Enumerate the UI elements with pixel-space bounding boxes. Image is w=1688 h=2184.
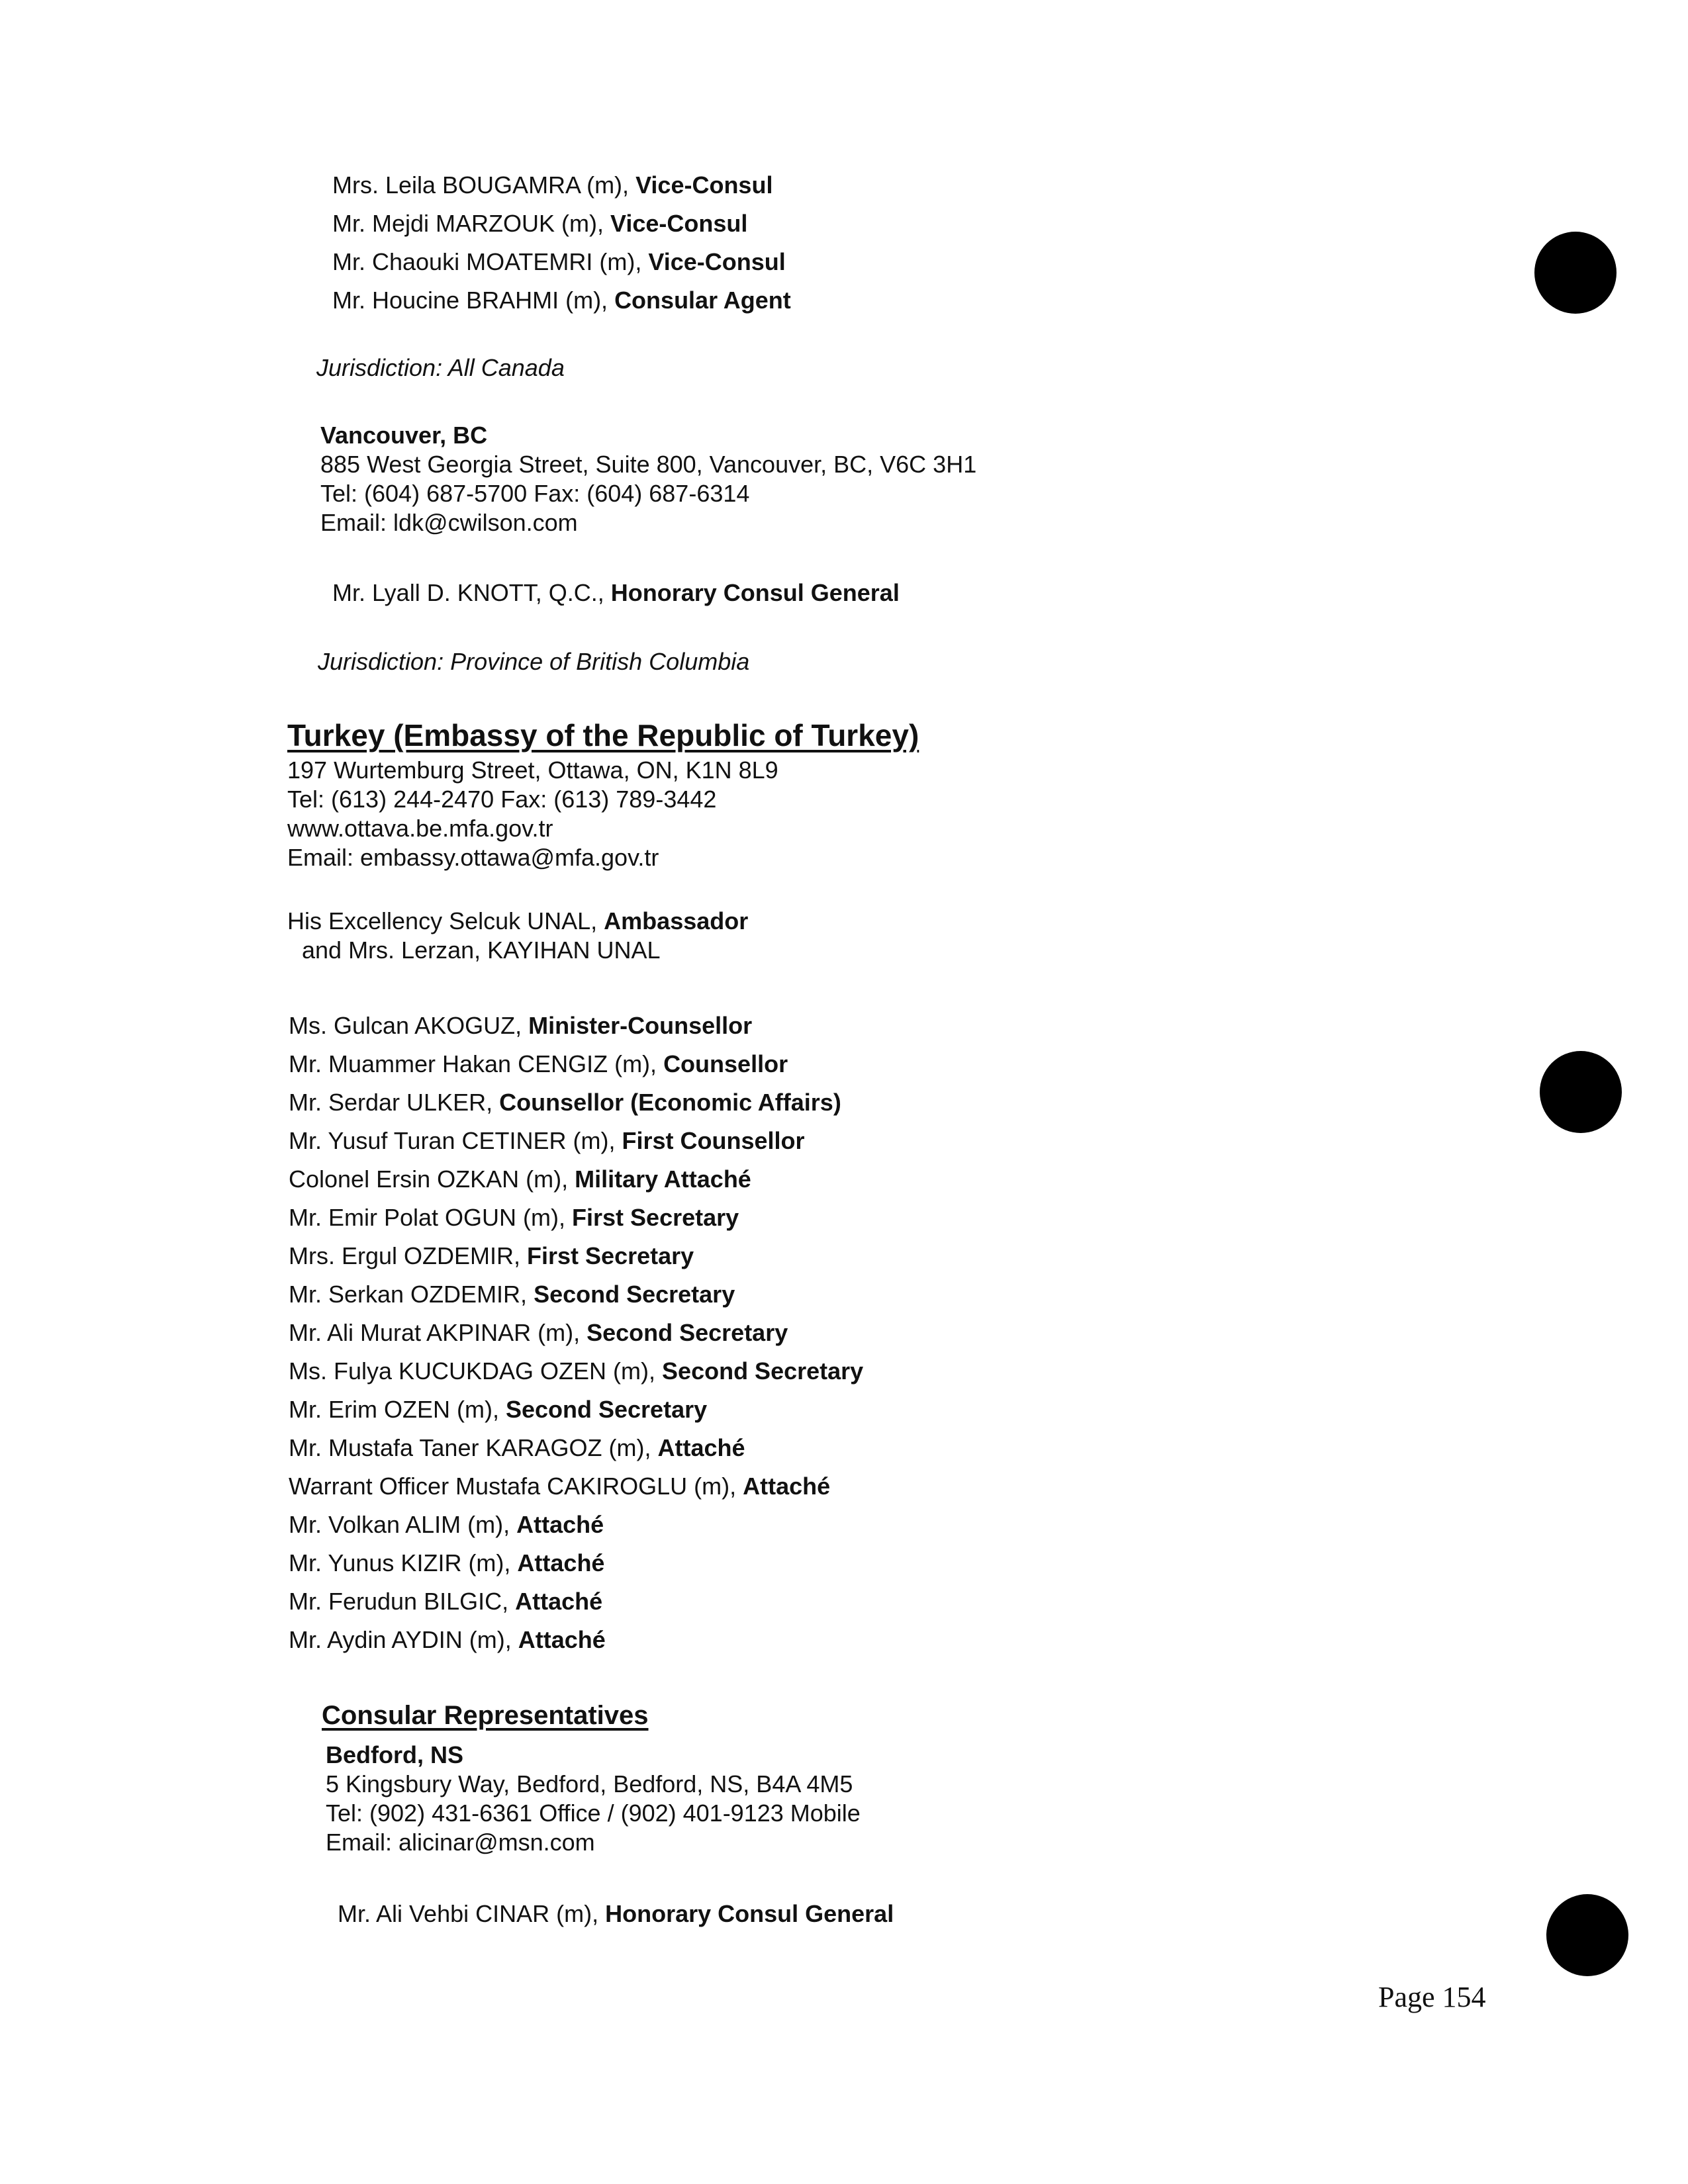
- staff-name: Mrs. Leila BOUGAMRA (m),: [332, 171, 636, 199]
- staff-title: Military Attaché: [575, 1165, 751, 1193]
- staff-line: [289, 1549, 604, 1578]
- turkey-tel: Tel: (613) 244-2470 Fax: (613) 789-3442: [287, 786, 717, 813]
- consular-person: [338, 1899, 894, 1929]
- staff-line: [332, 286, 791, 315]
- staff-line: [289, 1126, 805, 1156]
- staff-name: Mr. Yusuf Turan CETINER (m),: [289, 1127, 622, 1154]
- turkey-web: www.ottava.be.mfa.gov.tr: [287, 815, 553, 842]
- punch-hole: [1540, 1051, 1622, 1133]
- staff-line: [289, 1165, 751, 1194]
- staff-name: Ms. Gulcan AKOGUZ,: [289, 1012, 529, 1039]
- consular-heading: Consular Representatives: [322, 1701, 649, 1730]
- staff-title: Vice-Consul: [648, 248, 786, 275]
- staff-line: [289, 1587, 602, 1616]
- staff-title: Minister-Counsellor: [528, 1012, 753, 1039]
- staff-name: Mr. Volkan ALIM (m),: [289, 1511, 517, 1538]
- consular-address: 5 Kingsbury Way, Bedford, Bedford, NS, B4A 4M5: [326, 1770, 853, 1797]
- page-number: Page 154: [1378, 1981, 1486, 2013]
- turkey-ambassador: [287, 907, 748, 936]
- staff-line: [332, 209, 747, 238]
- vancouver-person: [332, 578, 900, 608]
- punch-hole: [1534, 232, 1617, 314]
- staff-line: [332, 248, 786, 277]
- staff-line: [289, 1472, 830, 1501]
- staff-title: Counsellor (Economic Affairs): [499, 1089, 841, 1116]
- staff-name: Mr. Chaouki MOATEMRI (m),: [332, 248, 649, 275]
- staff-title: Consular Agent: [614, 287, 791, 314]
- staff-line: [289, 1395, 707, 1424]
- staff-line: [289, 1203, 739, 1232]
- staff-title: Attaché: [516, 1511, 604, 1538]
- staff-name: Mr. Serdar ULKER,: [289, 1089, 500, 1116]
- ambassador-title: Ambassador: [604, 907, 749, 934]
- staff-line: [289, 1088, 841, 1117]
- vancouver-address: 885 West Georgia Street, Suite 800, Vancouver, BC, V6C 3H1: [320, 451, 977, 478]
- consular-tel: Tel: (902) 431-6361 Office / (902) 401-9123 Mobile: [326, 1799, 861, 1827]
- staff-name: Mr. Serkan OZDEMIR,: [289, 1281, 534, 1308]
- turkey-address: 197 Wurtemburg Street, Ottawa, ON, K1N 8L9: [287, 756, 778, 784]
- staff-name: Mr. Aydin AYDIN (m),: [289, 1626, 518, 1653]
- staff-name: Mr. Yunus KIZIR (m),: [289, 1549, 518, 1576]
- staff-title: Attaché: [657, 1434, 745, 1461]
- vancouver-city: Vancouver, BC: [320, 422, 488, 449]
- consular-email: Email: alicinar@msn.com: [326, 1829, 595, 1856]
- staff-line: [289, 1242, 694, 1271]
- staff-line: [289, 1318, 788, 1347]
- punch-hole: [1546, 1894, 1628, 1976]
- staff-title: Vice-Consul: [610, 210, 748, 237]
- staff-title: First Secretary: [572, 1204, 739, 1231]
- jurisdiction-all-canada: Jurisdiction: All Canada: [316, 354, 565, 381]
- vancouver-email: Email: ldk@cwilson.com: [320, 509, 578, 536]
- staff-name: Mr. Ferudun BILGIC,: [289, 1588, 516, 1615]
- staff-name: Warrant Officer Mustafa CAKIROGLU (m),: [289, 1473, 743, 1500]
- ambassador-name: His Excellency Selcuk UNAL,: [287, 907, 604, 934]
- staff-title: First Counsellor: [622, 1127, 805, 1154]
- staff-name: Mr. Ali Murat AKPINAR (m),: [289, 1319, 587, 1346]
- staff-title: Attaché: [518, 1626, 606, 1653]
- staff-line: [289, 1011, 752, 1040]
- person-title: Honorary Consul General: [610, 579, 900, 606]
- staff-name: Mr. Erim OZEN (m),: [289, 1396, 506, 1423]
- staff-name: Mr. Houcine BRAHMI (m),: [332, 287, 615, 314]
- staff-title: First Secretary: [527, 1242, 694, 1269]
- staff-name: Mr. Muammer Hakan CENGIZ (m),: [289, 1050, 664, 1077]
- staff-title: Second Secretary: [505, 1396, 708, 1423]
- staff-line: [289, 1510, 604, 1539]
- staff-title: Second Secretary: [534, 1281, 735, 1308]
- staff-line: [332, 171, 773, 200]
- turkey-spouse: and Mrs. Lerzan, KAYIHAN UNAL: [302, 936, 661, 964]
- person-name: Mr. Lyall D. KNOTT, Q.C.,: [332, 579, 611, 606]
- consular-city: Bedford, NS: [326, 1741, 464, 1768]
- staff-line: [289, 1280, 735, 1309]
- staff-name: Colonel Ersin OZKAN (m),: [289, 1165, 575, 1193]
- staff-name: Mr. Emir Polat OGUN (m),: [289, 1204, 573, 1231]
- turkey-email: Email: embassy.ottawa@mfa.gov.tr: [287, 844, 659, 871]
- staff-line: [289, 1433, 745, 1463]
- jurisdiction-bc: Jurisdiction: Province of British Columbia: [318, 648, 750, 675]
- staff-name: Mr. Mejdi MARZOUK (m),: [332, 210, 610, 237]
- turkey-heading: Turkey (Embassy of the Republic of Turkey): [287, 718, 919, 752]
- person-title: Honorary Consul General: [605, 1900, 894, 1927]
- staff-title: Vice-Consul: [635, 171, 773, 199]
- staff-title: Second Secretary: [662, 1357, 864, 1385]
- staff-title: Attaché: [517, 1549, 605, 1576]
- staff-line: [289, 1625, 606, 1655]
- staff-name: Mrs. Ergul OZDEMIR,: [289, 1242, 528, 1269]
- staff-title: Counsellor: [663, 1050, 788, 1077]
- staff-title: Attaché: [743, 1473, 831, 1500]
- person-name: Mr. Ali Vehbi CINAR (m),: [338, 1900, 606, 1927]
- staff-name: Mr. Mustafa Taner KARAGOZ (m),: [289, 1434, 658, 1461]
- staff-title: Second Secretary: [586, 1319, 788, 1346]
- staff-line: [289, 1050, 788, 1079]
- staff-title: Attaché: [515, 1588, 603, 1615]
- vancouver-tel: Tel: (604) 687-5700 Fax: (604) 687-6314: [320, 480, 750, 507]
- staff-name: Ms. Fulya KUCUKDAG OZEN (m),: [289, 1357, 663, 1385]
- staff-line: [289, 1357, 863, 1386]
